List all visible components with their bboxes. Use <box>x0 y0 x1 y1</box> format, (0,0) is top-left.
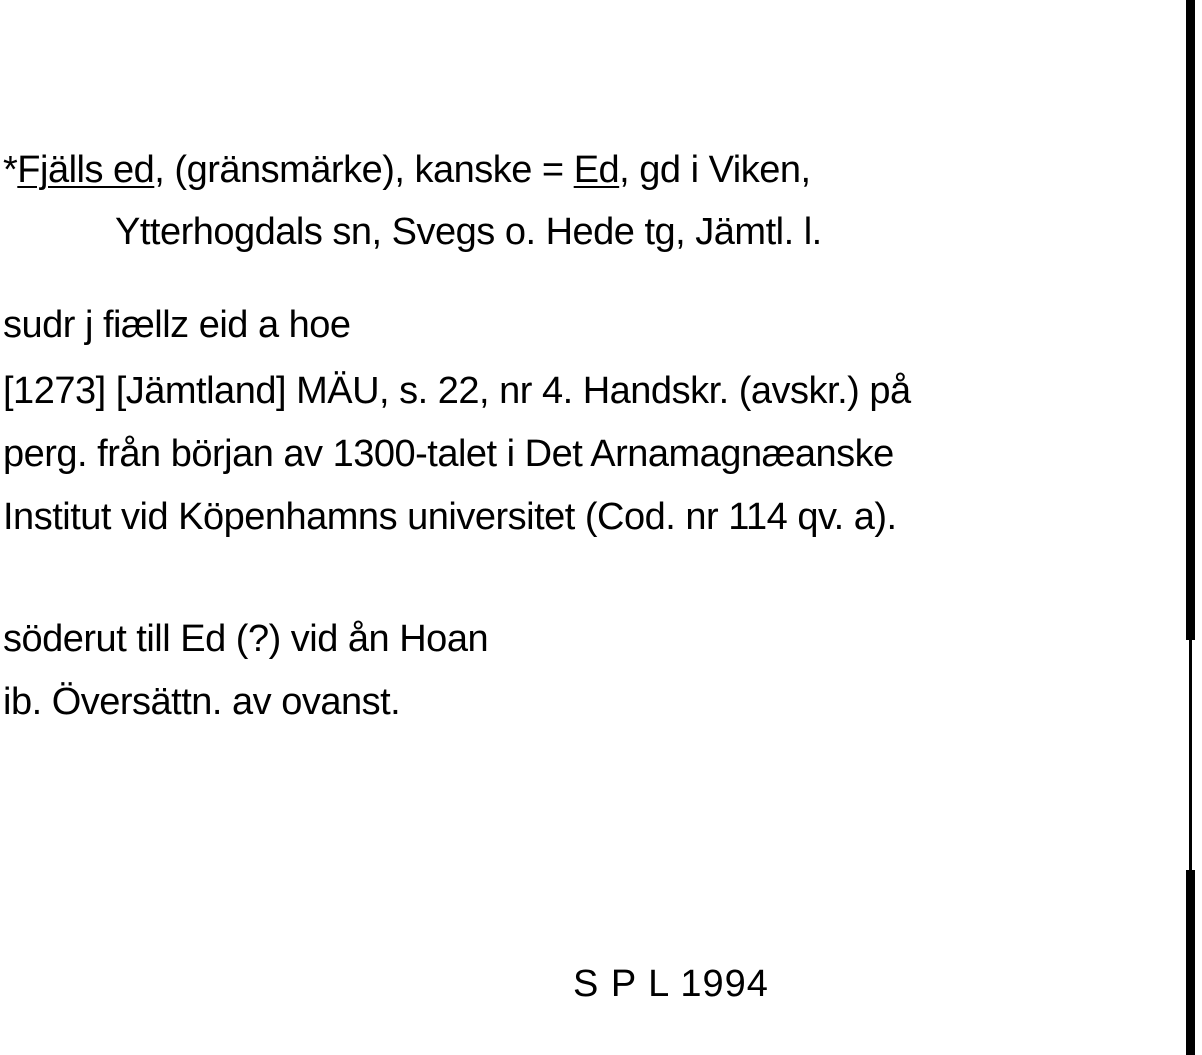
entry-reference-word: Ed <box>573 149 620 191</box>
card-edge-thin-border <box>1189 640 1192 870</box>
entry-heading-line <box>3 148 811 192</box>
source-citation-line-1: [1273] [Jämtland] MÄU, s. 22, nr 4. Handskr. (avskr.) på <box>3 370 911 412</box>
card-edge-border <box>1186 0 1195 1055</box>
translation-text: söderut till Ed (?) vid ån Hoan <box>3 618 489 660</box>
translation-note: ib. Översättn. av ovanst. <box>3 681 401 723</box>
entry-heading-line-2: Ytterhogdals sn, Svegs o. Hede tg, Jämtl. l. <box>115 211 822 253</box>
source-citation-line-2: perg. från början av 1300-talet i Det Arnamagnæanske <box>3 433 894 475</box>
source-quote: sudr j fiællz eid a hoe <box>3 304 351 346</box>
entry-headword: Fjälls ed <box>17 149 155 191</box>
source-citation-line-3: Institut vid Köpenhamns universitet (Cod. nr 114 qv. a). <box>3 496 897 538</box>
entry-location: , gd i Viken, <box>619 149 811 191</box>
entry-asterisk: * <box>3 149 18 191</box>
entry-gloss: , (gränsmärke), kanske = <box>154 149 574 191</box>
signature: S P L 1994 <box>573 963 769 1005</box>
